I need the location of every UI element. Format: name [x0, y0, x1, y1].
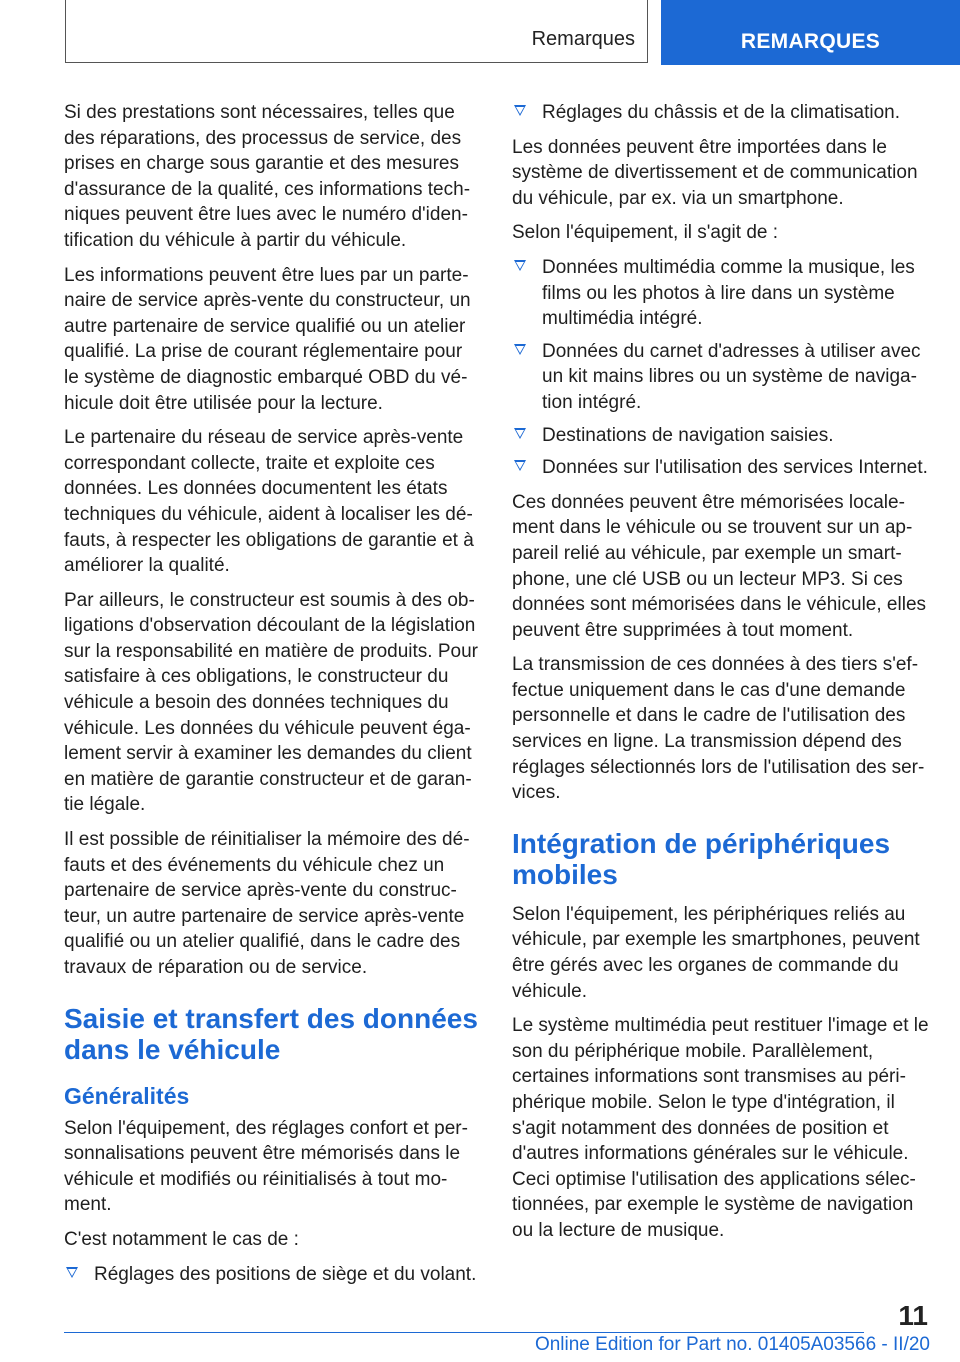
list-item — [512, 339, 930, 416]
paragraph: Les informations peuvent être lues par un partenaire de service après-vente du constructeur, un autre partenaire de service qualifié ou un atelier qualifié. La prise de courant réglementaire pour le système de diagnostic embarqué OBD du véhicule doit être utilisée pour la lecture. — [64, 264, 471, 414]
bullet-list — [512, 100, 930, 126]
list-item — [512, 455, 930, 481]
paragraph: Selon l'équipement, les périphériques reliés au véhicule, par exemple les smartphones, peuvent être gérés avec les organes de commande du véhicule. — [512, 903, 920, 1002]
paragraph: Les données peuvent être importées dans le système de divertissement et de communication du véhicule, par ex. via un smartphone. — [512, 136, 918, 209]
list-item — [512, 423, 930, 449]
triangle-down-icon — [514, 460, 526, 471]
footer-edition: Online Edition for Part no. 01405A03566 - II/20 — [534, 1334, 930, 1355]
paragraph: Si des prestations sont nécessaires, telles que des réparations, des processus de service, des prises en charge sous garantie et des mesures d'assurance de la qualité, ces informations techniques peuvent être lues avec le numéro d'identification du véhicule à partir du véhicule. — [64, 102, 471, 251]
footer-divider — [64, 1332, 864, 1333]
triangle-down-icon — [514, 105, 526, 116]
paragraph: Il est possible de réinitialiser la mémoire des défauts et des événements du véhicule chez un partenaire de service après-vente du constructeur, un autre partenaire de service après-vente qualifié ou un atelier qualifié, dans le cadre des travaux de réparation ou de service. — [64, 829, 470, 978]
paragraph: Selon l'équipement, des réglages confort et personnalisations peuvent être mémorisés dans le véhicule et modifiés ou réinitialisés à tout moment. — [64, 1117, 468, 1216]
paragraph: C'est notamment le cas de : — [64, 1228, 299, 1250]
list-item-text: Destinations de navigation saisies. — [542, 424, 834, 446]
triangle-down-icon — [514, 428, 526, 439]
triangle-down-icon — [514, 344, 526, 355]
bullet-list — [512, 255, 930, 481]
list-item-text: Réglages des positions de siège et du volant. — [94, 1263, 477, 1285]
chapter-tab[interactable] — [661, 0, 960, 65]
subsection-heading: Généralités — [64, 1082, 190, 1109]
paragraph: Le système multimédia peut restituer l'image et le son du périphérique mobile. Parallèlement, certaines informations sont transmises au périphérique mobile. Selon le type d'intégration, il s'agit notamment des données de position et d'autres informations générales sur le véhicule. Ceci optimise l'utilisation des applications sélectionnées, par exemple le système de navigation ou la lecture de musique. — [512, 1015, 929, 1241]
left-column — [64, 100, 482, 1296]
paragraph: Ces données peuvent être mémorisées localement dans le véhicule ou se trouvent sur un appareil relié au véhicule, par exemple un smartphone, une clé USB ou un lecteur MP3. Si ces données sont mémorisées dans le véhicule, elles peuvent être supprimées à tout moment. — [512, 491, 927, 641]
section-title-box — [65, 0, 648, 63]
paragraph: La transmission de ces données à des tiers s'effectue uniquement dans le cas d'une demande personnelle et dans le cadre de l'utilisation des services en ligne. La transmission dépend des réglages sélectionnés lors de l'utilisation des services. — [512, 654, 925, 804]
page-header — [0, 0, 960, 66]
list-item — [512, 100, 930, 126]
list-item-text: Données multimédia comme la musique, les films ou les photos à lire dans un système multimédia intégré. — [542, 256, 915, 330]
paragraph: Selon l'équipement, il s'agit de : — [512, 222, 779, 244]
list-item-text: Données sur l'utilisation des services Internet. — [542, 457, 928, 479]
section-title: Remarques — [531, 28, 635, 50]
list-item-text: Données du carnet d'adresses à utiliser avec un kit mains libres ou un système de navigation intégré. — [542, 340, 921, 413]
bullet-list — [64, 1262, 482, 1288]
triangle-down-icon — [66, 1267, 78, 1278]
list-item — [512, 255, 930, 332]
list-item — [64, 1262, 482, 1288]
right-column — [512, 100, 930, 1253]
list-item-text: Réglages du châssis et de la climatisation. — [542, 102, 901, 123]
section-heading: Intégration de périphériques mobiles — [512, 827, 891, 890]
section-heading: Saisie et transfert des données dans le véhicule — [64, 1002, 478, 1065]
triangle-down-icon — [514, 260, 526, 271]
paragraph: Par ailleurs, le constructeur est soumis à des obligations d'observation découlant de la législation sur la responsabilité en matière de produits. Pour satisfaire à ces obligations, le constructeur du véhicule a besoin des données techniques du véhicule. Les données du véhicule peuvent également servir à examiner les demandes du client en matière de garantie constructeur et de garantie légale. — [64, 589, 479, 816]
chapter-tab-label: REMARQUES — [740, 29, 881, 53]
page-number: 11 — [898, 1300, 928, 1331]
paragraph: Le partenaire du réseau de service après-vente correspondant collecte, traite et exploite ces données. Les données documentent les états techniques du véhicule, aident à localiser les défauts, à respecter les obligations de garantie et à améliorer la qualité. — [64, 427, 474, 577]
